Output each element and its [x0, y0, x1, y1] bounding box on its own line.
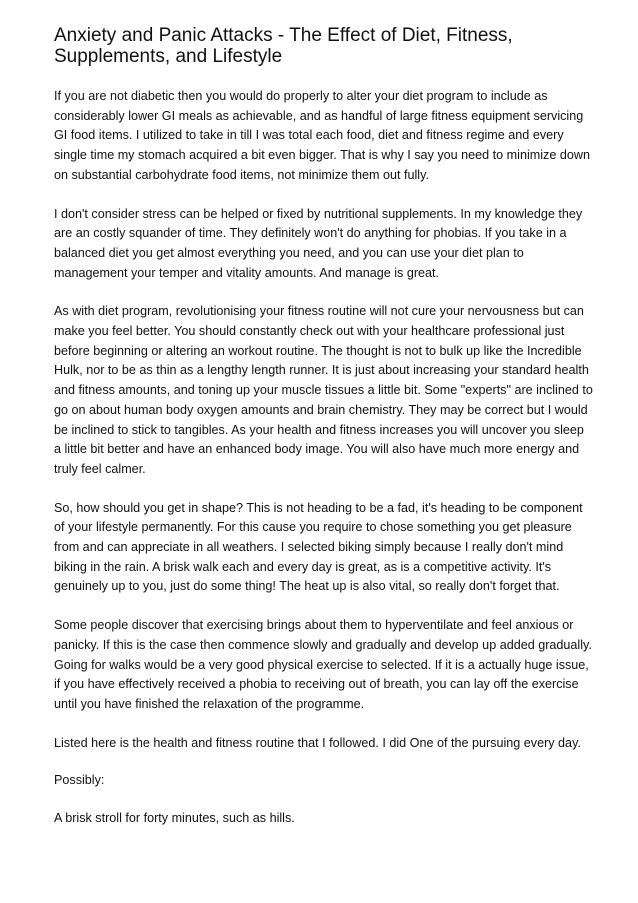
document-title: Anxiety and Panic Attacks - The Effect of Diet, Fitness, Supplements, and Lifestyle	[54, 25, 513, 67]
paragraph-supplements: I don't consider stress can be helped or fixed by nutritional supplements. In my knowledge they are an costly squander of time. They definitely won't do anything for phobias. If you take in a balanced diet you get almost everything you need, and you can use your diet plan to management your temper and vitality amounts. And manage is great.	[54, 206, 583, 280]
document-page	[54, 25, 594, 848]
paragraph-hyperventilate: Some people discover that exercising brings about them to hyperventilate and feel anxious or panicky. If this is the case then commence slowly and gradually and develop up added gradually. Going for walks would be a very good physical exercise to selected. If it is a actually huge issue, if you have effectively received a phobia to receiving out of breath, you can lay off the exercise until you have finished the relaxation of the programme.	[54, 618, 592, 711]
paragraph-get-in-shape: So, how should you get in shape? This is not heading to be a fad, it's heading to be component of your lifestyle permanently. For this cause you require to chose something you get pleasure from and can appreciate in all weathers. I selected biking simply because I really don't mind biking in the rain. A brisk walk each and every day is great, as is a competitive activity. It's genuinely up to you, just do some thing! The heat up is also vital, so really don't forget that.	[54, 500, 583, 594]
paragraph-possibly: Possibly:	[54, 773, 105, 788]
paragraph-brisk-stroll: A brisk stroll for forty minutes, such as hills.	[54, 811, 295, 826]
paragraph-diet: If you are not diabetic then you would do properly to alter your diet program to include as considerably lower GI meals as achievable, and as handful of large fitness equipment servicing GI food items. I utilized to take in till I was total each food, diet and fitness regime and every single time my stomach acquired a bit even bigger. That is why I say you need to minimize down on substantial carbohydrate food items, not minimize them out fully.	[54, 89, 590, 182]
paragraph-fitness: As with diet program, revolutionising your fitness routine will not cure your nervousness but can make you feel better. You should constantly check out with your healthcare professional just before beginning or altering an workout routine. The thought is not to bulk up like the Incredible Hulk, nor to be as thin as a lengthy length runner. It is just about increasing your standard health and fitness amounts, and toning up your muscle tissues a little bit. Some "experts" are inclined to go on about human body oxygen amounts and brain chemistry. They may be correct but I would be inclined to stick to tangibles. As your health and fitness increases you will uncover you sleep a little bit better and have an enhanced body image. You will also have much more energy and truly feel calmer.	[54, 304, 593, 476]
paragraph-routine-intro: Listed here is the health and fitness routine that I followed. I did One of the pursuing every day.	[54, 735, 581, 750]
